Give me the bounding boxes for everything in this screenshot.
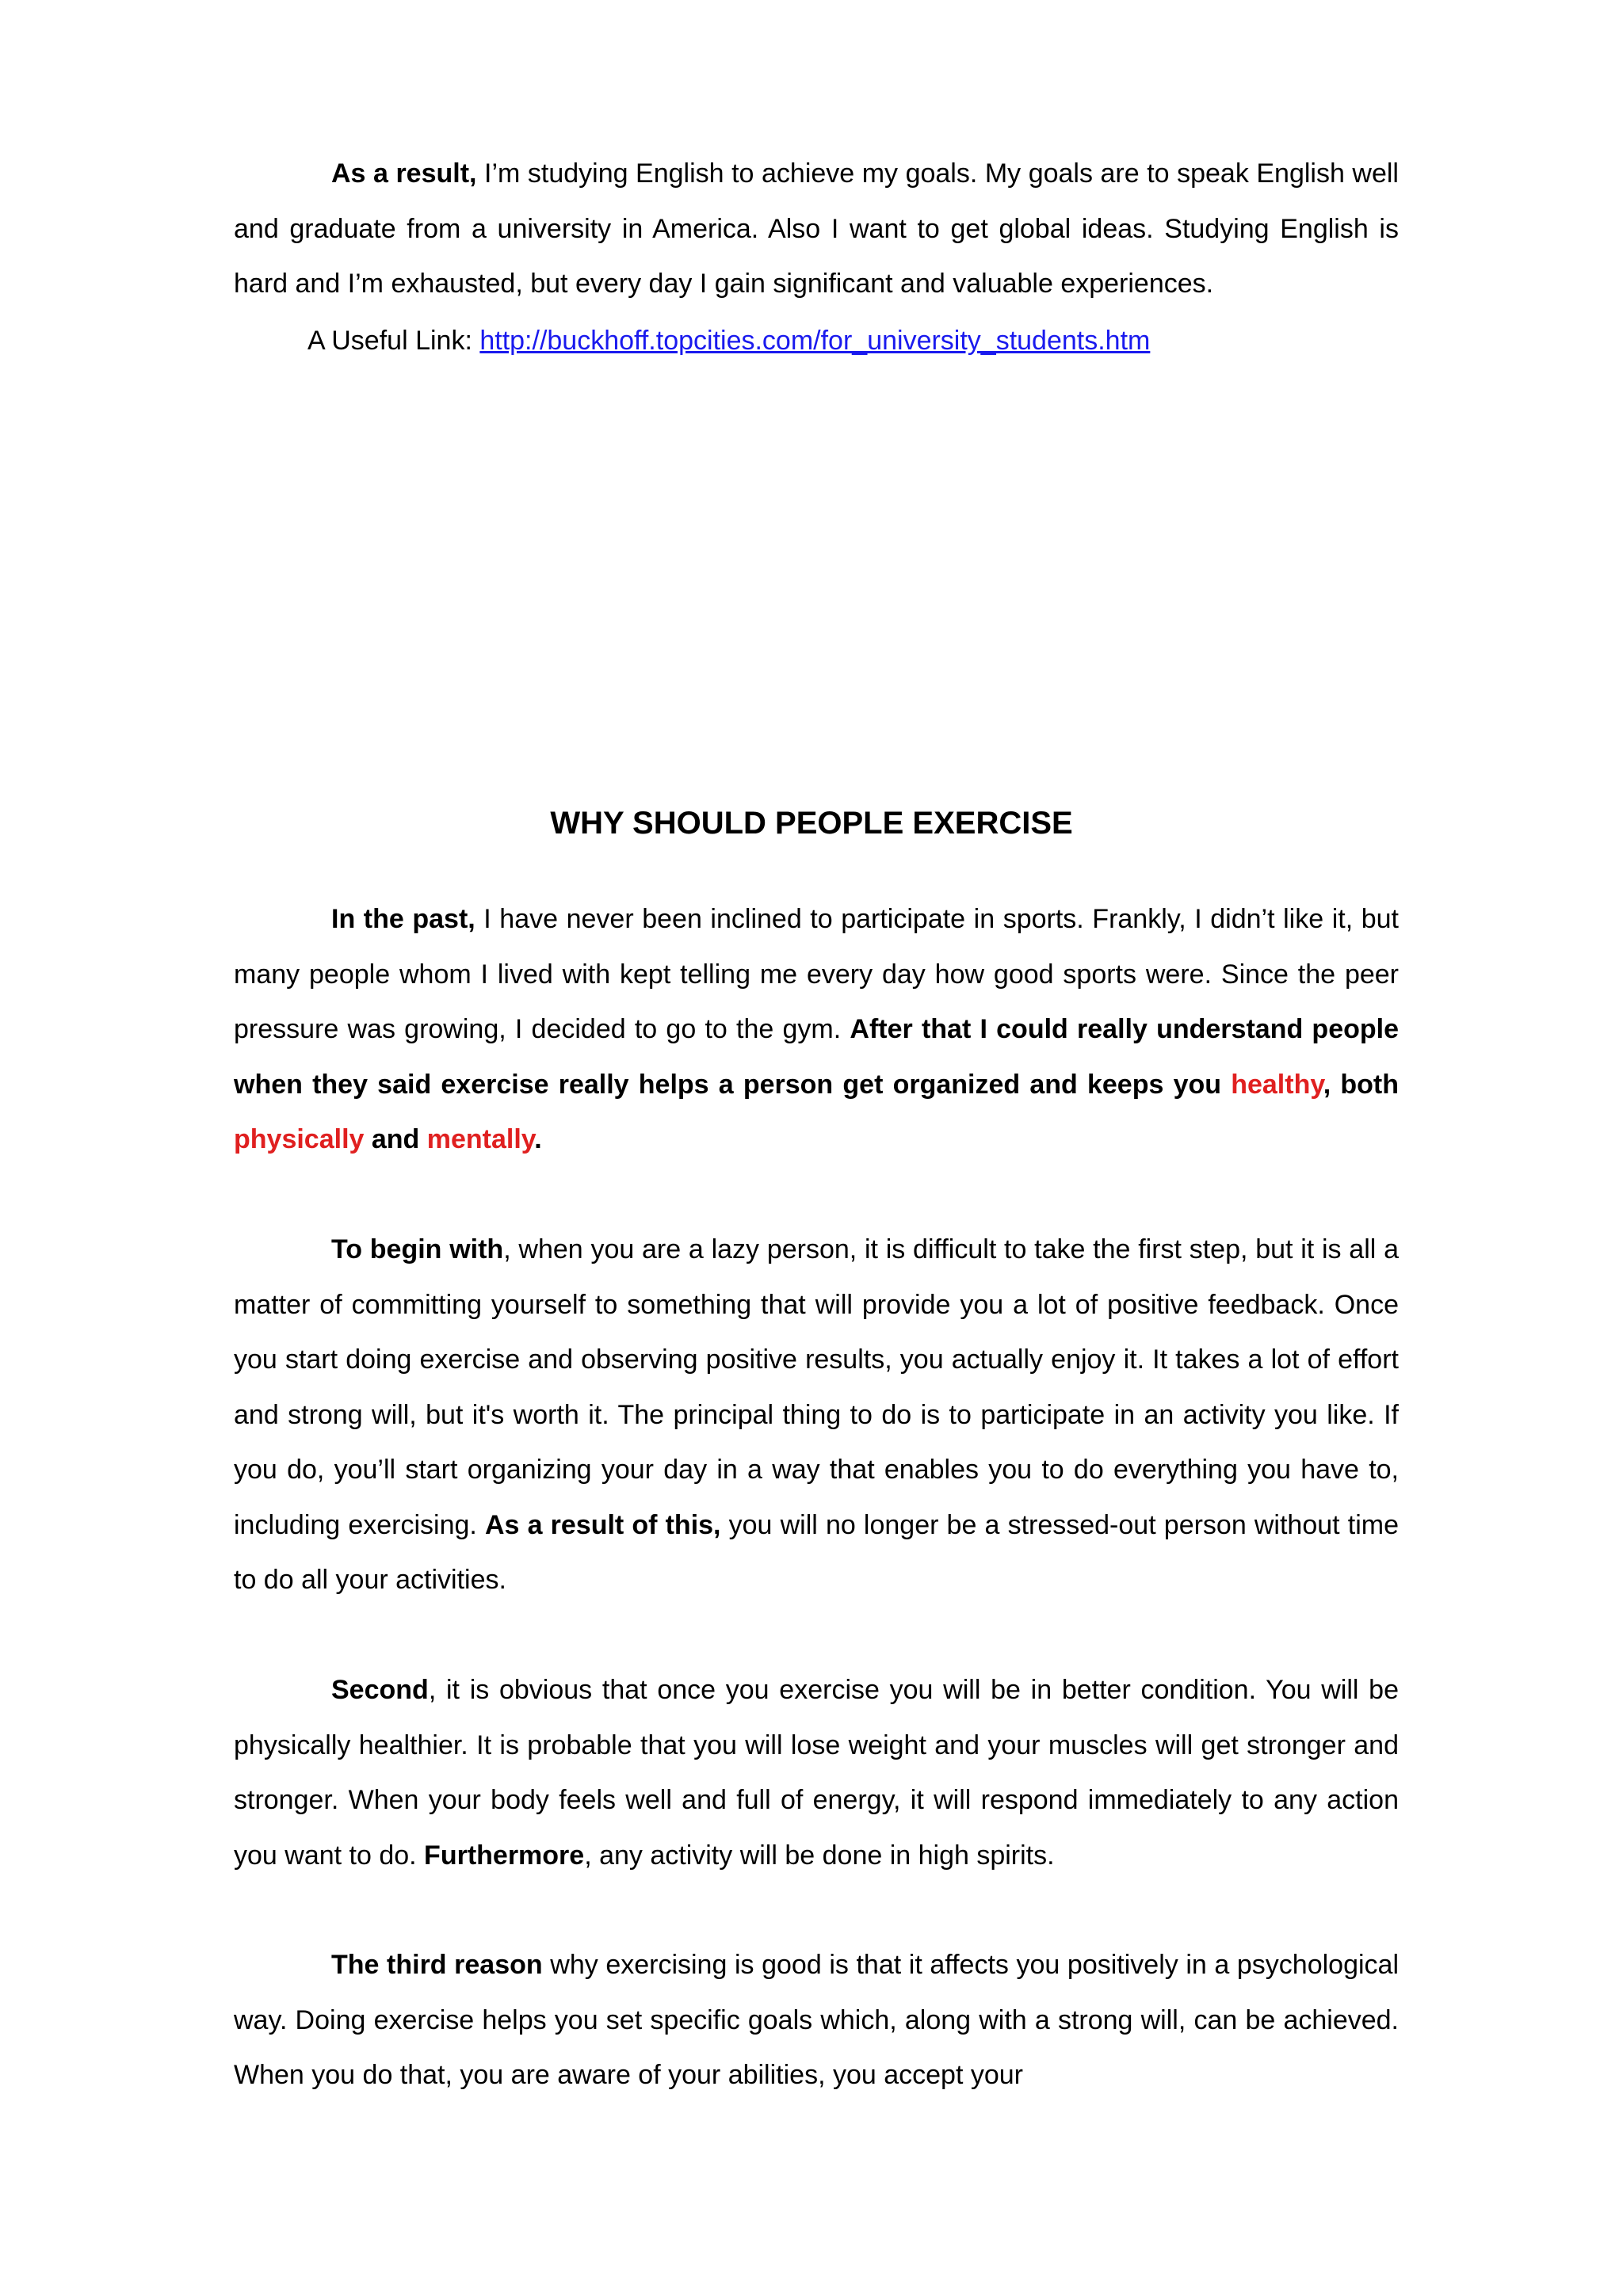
p1-lead: In the past, — [331, 904, 475, 934]
p1-bold-3: and — [364, 1124, 427, 1154]
intro-lead: As a result, — [331, 158, 477, 189]
p1-red-healthy: healthy — [1231, 1069, 1323, 1100]
p2-lead: To begin with — [331, 1234, 504, 1264]
paragraph-to-begin-with — [234, 1222, 1399, 1608]
p3-bold-1: Furthermore — [424, 1840, 585, 1871]
p3-text-2: , any activity will be done in high spirits. — [584, 1840, 1055, 1871]
p4-text-1: why exercising is good is that it affects you positively in a psychological way. Doing exercise helps you set specific goals which, along with a strong will, can be achieved. When you do that, you are aware of your abilities, you accept your — [234, 1950, 1399, 2090]
p2-bold-1: As a result of this, — [485, 1509, 721, 1540]
p1-bold-2: , both — [1323, 1069, 1399, 1100]
intro-paragraph — [234, 147, 1399, 312]
useful-link[interactable]: http://buckhoff.topcities.com/for_university_students.htm — [479, 326, 1151, 356]
paragraph-in-the-past — [234, 892, 1399, 1168]
p3-lead: Second — [331, 1675, 429, 1705]
p1-bold-1: After that I could really understand people when they said exercise really helps a person get organized and keeps you — [234, 1014, 1399, 1100]
intro-text: I’m studying English to achieve my goals. My goals are to speak English well and graduate from a university in America. Also I want to get global ideas. Studying English is hard and I’m exhausted, but every day I gain significant and valuable experiences. — [234, 158, 1399, 299]
p1-bold-4: . — [534, 1124, 542, 1154]
p1-text: I have never been inclined to participate in sports. Frankly, I didn’t like it, but many people whom I lived with kept telling me every day how good sports were. Since the peer pressure was growing, I decided to go to the gym. — [234, 904, 1399, 1044]
p1-red-physically: physically — [234, 1124, 365, 1154]
p2-text-2: you will no longer be a stressed-out person without time to do all your activities. — [234, 1509, 1399, 1595]
paragraph-third-reason — [234, 1938, 1399, 2103]
paragraph-second — [234, 1663, 1399, 1883]
useful-link-label: A Useful Link: — [307, 326, 480, 356]
page-title: WHY SHOULD PEOPLE EXERCISE — [550, 806, 1073, 841]
p3-text-1: , it is obvious that once you exercise you will be in better condition. You will be physically healthier. It is probable that you will lose weight and your muscles will get stronger and stronger. When your body feels well and full of energy, it will respond immediately to any action you want to do. — [234, 1675, 1399, 1871]
p1-red-mentally: mentally — [426, 1124, 535, 1154]
p4-lead: The third reason — [331, 1950, 543, 1980]
useful-link-line — [307, 314, 1150, 369]
p2-text-1: , when you are a lazy person, it is difficult to take the first step, but it is all a matter of committing yourself to something that will provide you a lot of positive feedback. Once you start doing exercise and observing positive results, you actually enjoy it. It takes a lot of effort and strong will, but it's worth it. The principal thing to do is to participate in an activity you like. If you do, you’ll start organizing your day in a way that enables you to do everything you have to, including exercising. — [234, 1234, 1399, 1540]
